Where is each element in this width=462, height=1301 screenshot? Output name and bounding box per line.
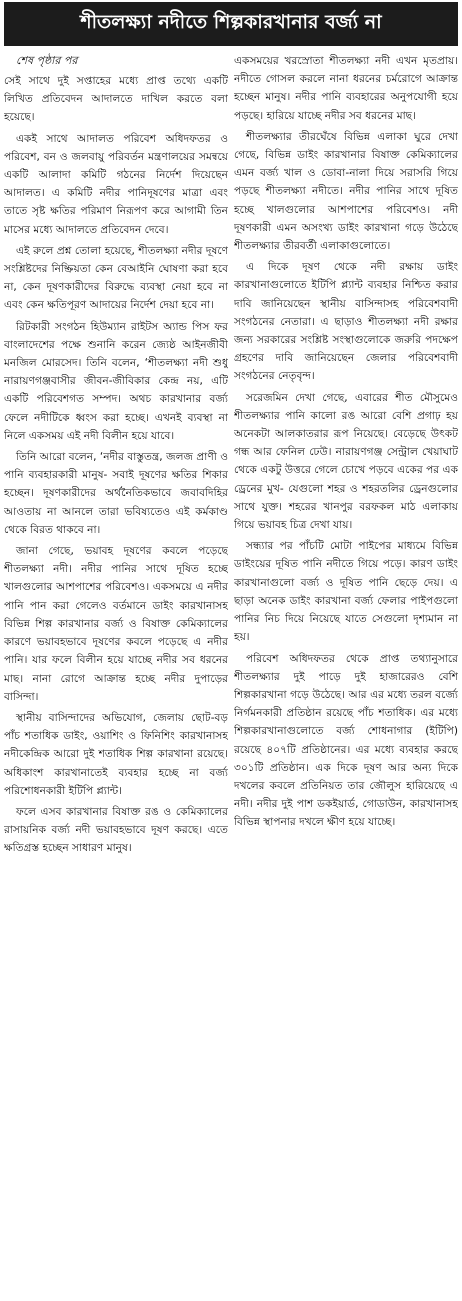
continued-from-label: শেষ পৃষ্ঠার পর — [16, 54, 78, 67]
paragraph: পরিবেশ অধিদফতর থেকে প্রাপ্ত তথ্যানুসারে শীতলক্ষ্যার দুই পাড়ে দুই হাজারেরও বেশি শিল্পকারখানা গড়ে উঠেছে। আর এর মধ্যে তরল বর্জ্যে নির্গমনকারী প্রতিষ্ঠান রয়েছে পাঁচ শতাধিক। এর মধ্যে শিল্পকারখানাগুলোতে বর্জ্য শোধনাগার (ইটিপি) রয়েছে ৪০৭টি প্রতিষ্ঠানের। এর মধ্যে ব্যবহার করছে ৩০১টি প্রতিষ্ঠান। এক দিকে দূষণ আর অন্য দিকে দখলের কবলে প্রতিনিয়ত তার জৌলুস হারিয়েছে এ নদী। নদীর দুই পাশ ডকইয়ার্ড, গোডাউন, কারখানাসহ বিভিন্ন স্থাপনার দখলে ক্ষীণ হয়ে যাচ্ছে। — [234, 652, 458, 829]
headline: শীতলক্ষ্যা নদীতে শিল্পকারখানার বর্জ্য না — [80, 11, 382, 33]
paragraph: জানা গেছে, ভয়াবহ দূষণের কবলে পড়েছে শীতলক্ষ্যা নদী। নদীর পানির সাথে দূষিত হচ্ছে খালগুলোর আশপাশের পরিবেশও। একসময়ে এ নদীর পানি পান করা গেলেও বর্তমানে ডাইং কারখানাসহ বিভিন্ন শিল্প কারখানার বর্জ্য ও বিষাক্ত কেমিক্যালের কারণে ভয়াবহভাবে দূষণের কবলে পড়েছে এ নদীর পানি। যার ফলে বিলীন হয়ে যাচ্ছে নদীর সব ধরনের মাছ। নানা রোগে আক্রান্ত হচ্ছে নদীর দুপাড়ের বাসিন্দা। — [4, 545, 228, 703]
paragraph: একই সাথে আদালত পরিবেশ অধিদফতর ও পরিবেশ, বন ও জলবায়ু পরিবর্তন মন্ত্রণালয়ের সমন্বয়ে একটি আলাদা কমিটি গঠনের নির্দেশ দিয়েছেন আদালত। এ কমিটি নদীর পানিদূষণের মাত্রা এবং তাতে সৃষ্ট ক্ষতির পরিমাণ নিরূপণ করে আগামী তিন মাসের মধ্যে আদালতে প্রতিবেদন দেবে। — [4, 132, 228, 236]
article-columns — [4, 52, 458, 1297]
paragraph: একসময়ের খরস্রোতা শীতলক্ষ্যা নদী এখন মৃতপ্রায়। নদীতে গোসল করলে নানা ধরনের চর্মরোগে আক্রান্ত হচ্ছেন মানুষ। নদীর পানি ব্যবহারের অনুপযোগী হয়ে পড়ছে। হারিয়ে যাচ্ছে নদীর সব ধরনের মাছ। — [234, 55, 458, 122]
paragraph: এ দিকে দূষণ থেকে নদী রক্ষায় ডাইং কারখানাগুলোতে ইটিপি প্ল্যান্ট ব্যবহার নিশ্চিত করার দাবি জানিয়েছেন স্থানীয় বাসিন্দাসহ পরিবেশবাদী সংগঠনের নেতারা। এ ছাড়াও শীতলক্ষ্যা নদী রক্ষার জন্য সরকারের সংশ্লিষ্ট সংস্থাগুলোকে জরুরি পদক্ষেপ গ্রহণের দাবি জানিয়েছেন জেলার পরিবেশবাদী সংগঠনের নেতৃবৃন্দ। — [234, 261, 458, 383]
paragraph: ফলে এসব কারখানার বিষাক্ত রঙ ও কেমিক্যালের রাসায়নিক বর্জ্য নদী ভয়াবহভাবে দূষণ করছে। এতে ক্ষতিগ্রস্ত হচ্ছেন সাধারণ মানুষ। — [4, 805, 228, 855]
article-column-right — [234, 52, 458, 1297]
headline-bar — [4, 2, 458, 46]
paragraph: শীতলক্ষ্যার তীরঘেঁষে বিভিন্ন এলাকা ঘুরে দেখা গেছে, বিভিন্ন ডাইং কারখানার বিষাক্ত কেমিক্যালের এমন বর্জ্য খাল ও ডোবা-নালা দিয়ে সরাসরি গিয়ে পড়ছে শীতলক্ষ্যা নদীতে। নদীর পানির সাথে দূষিত হচ্ছে খালগুলোর আশপাশের পরিবেশও। নদী দূষণকারী এমন অসংখ্য ডাইং কারখানা গড়ে উঠেছে শীতলক্ষ্যার তীরবর্তী এলাকাগুলোতে। — [234, 130, 458, 253]
paragraph: স্থানীয় বাসিন্দাদের অভিযোগ, জেলায় ছোট-বড় পাঁচ শতাধিক ডাইং, ওয়াশিং ও ফিনিশিং কারখানাসহ নদীকেন্দ্রিক আরো দুই শতাধিক শিল্প কারখানা রয়েছে। অধিকাংশ কারখানাতেই ব্যবহার হচ্ছে না বর্জ্য পরিশোধনকারী ইটিপি প্ল্যান্ট। — [4, 711, 228, 797]
paragraph: সরেজমিন দেখা গেছে, এবারের শীত মৌসুমেও শীতলক্ষ্যার পানি কালো রঙ আরো বেশি প্রগাঢ় হয় অনেকটা আলকাতরার রূপ নিয়েছে। বেড়েছে উৎকট গন্ধ আর ফেনিল ঢেউ। নারায়ণগঞ্জ সেন্ট্রাল খেয়াঘাট থেকে একটু উত্তরে গেলে চোখে পড়বে একের পর এক ড্রেনের মুখ- যেগুলো শহর ও শহরতলির ড্রেনগুলোর সাথে যুক্ত। শহরের খানপুর বরফকল মাঠ এলাকায় গিয়ে ভয়াবহ চিত্র দেখা যায়। — [234, 391, 458, 532]
paragraph: রিটকারী সংগঠন হিউম্যান রাইটস অ্যান্ড পিস ফর বাংলাদেশের পক্ষে শুনানি করেন জ্যেষ্ঠ আইনজীবী মনজিল মোরসেদ। তিনি বলেন, ‘শীতলক্ষ্যা নদী শুধু নারায়ণগঞ্জবাসীর জীবন-জীবিকার কেন্দ্র নয়, এটি একটি পরিবেশগত সম্পদ। অথচ কারখানার বর্জ্য ফেলে নদীটিকে ধ্বংস করা হচ্ছে। এখনই ব্যবস্থা না নিলে একসময় এই নদী বিলীন হয়ে যাবে। — [4, 320, 228, 442]
paragraph: সন্ধ্যার পর পাঁচটি মোটা পাইপের মাধ্যমে বিভিন্ন ডাইংয়ের দূষিত পানি নদীতে গিয়ে পড়ে। কারণ ডাইং কারখানাগুলো বর্জ্য ও দূষিত পানি ছেড়ে দেয়। এ ছাড়া অনেক ডাইং কারখানা বর্জ্য ফেলার পাইপগুলো পানির নিচ দিয়ে নিয়েছে যাতে সেগুলো দৃশ্যমান না হয়। — [234, 540, 458, 644]
article-column-left — [4, 52, 228, 1297]
paragraph: এই রুলে প্রশ্ন তোলা হয়েছে, শীতলক্ষ্যা নদীর দূষণে সংশ্লিষ্টদের নিষ্ক্রিয়তা কেন বেআইনি ঘোষণা করা হবে না, কেন দূষণকারীদের বিরুদ্ধে ব্যবস্থা নেয়া হবে না এবং কেন ক্ষতিপূরণ আদায়ের নির্দেশ দেয়া হবে না। — [4, 244, 228, 312]
paragraph: তিনি আরো বলেন, ‘নদীর বাস্তুতন্ত্র, জলজ প্রাণী ও পানি ব্যবহারকারী মানুষ- সবাই দূষণের ক্ষতির শিকার হচ্ছেন। দূষণকারীদের অর্থনৈতিকভাবে জবাবদিহির আওতায় না আনলে তারা ভবিষ্যতেও এই কর্মকাণ্ড থেকে বিরত থাকবে না। — [4, 451, 228, 536]
paragraph: সেই সাথে দুই সপ্তাহের মধ্যে প্রাপ্ত তথ্যে একটি লিখিত প্রতিবেদন আদালতে দাখিল করতে বলা হয়েছে। — [4, 75, 228, 124]
